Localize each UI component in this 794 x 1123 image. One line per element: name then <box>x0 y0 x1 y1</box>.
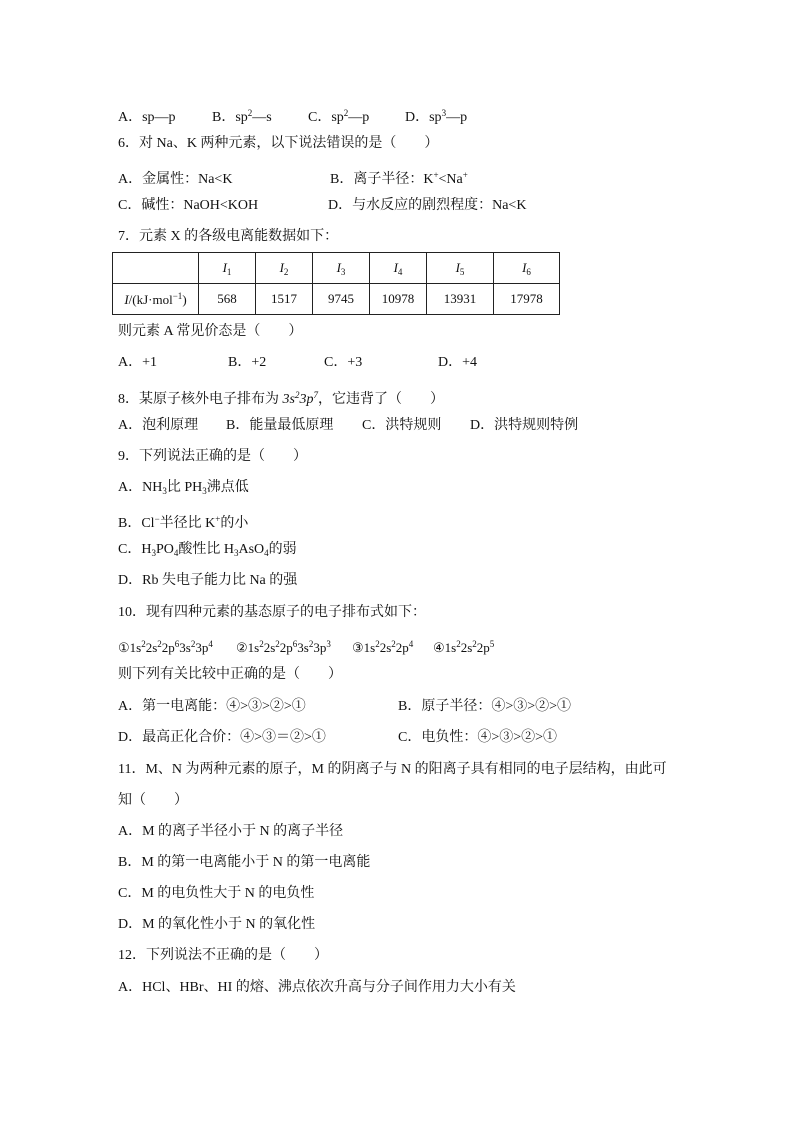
q8-option-c: C．洪特规则 <box>362 418 442 433</box>
q6-option-d: D．与水反应的剧烈程度：Na<K <box>328 198 527 213</box>
table-header-i5: $I_5$ <box>427 253 494 284</box>
q8-options <box>118 417 578 435</box>
q10-configs <box>118 635 494 657</box>
q10-options-dc <box>118 729 557 747</box>
table-header-i2: $I_2$ <box>256 253 313 284</box>
q7-option-a: A．+1 <box>118 355 158 370</box>
q9-option-c: C．$H_3PO_4$酸性比 $H_3AsO_4$的弱 <box>118 542 297 558</box>
q9-stem: 9．下列说法正确的是（ ） <box>118 449 307 464</box>
table-value-cell: 17978 <box>494 284 560 315</box>
q10-config-1: $①1s^22s^22p^63s^23p^4$ <box>118 639 213 655</box>
q10-config-4: $④1s^22s^22p^5$ <box>433 639 495 655</box>
q6-options-ab <box>118 166 468 189</box>
q10-options-ab <box>118 698 571 716</box>
q5-option-a: A．sp—p <box>118 110 176 125</box>
q7-option-c: C．+3 <box>324 355 363 370</box>
q5-option-d: D．$sp^3—p$ <box>405 108 468 125</box>
q6-option-b: B．离子半径：K+<Na+ <box>330 170 468 187</box>
q6-option-a: A．金属性：Na<K <box>118 172 233 187</box>
q10-follow: 则下列有关比较中正确的是（ ） <box>118 667 342 682</box>
q9-option-d: D．Rb 失电子能力比 Na 的强 <box>118 573 298 588</box>
table-value-cell: 1517 <box>256 284 313 315</box>
table-value-cell: 9745 <box>313 284 370 315</box>
q11-stem-line1: 11．M、N 为两种元素的原子，M 的阴离子与 N 的阳离子具有相同的电子层结构，由此可 <box>118 762 667 777</box>
table-header-i1: $I_1$ <box>199 253 256 284</box>
q7-option-b: B．+2 <box>228 355 267 370</box>
q6-options-cd <box>118 197 526 215</box>
q12-option-a: A．HCl、HBr、HI 的熔、沸点依次升高与分子间作用力大小有关 <box>118 980 516 995</box>
table-value-row <box>113 284 560 315</box>
q6-stem: 6．对 Na、K 两种元素，以下说法错误的是（ ） <box>118 136 439 151</box>
q9-option-a: A．$NH_3$比 $PH_3$沸点低 <box>118 480 249 496</box>
q7-option-d: D．+4 <box>438 355 478 370</box>
q12-stem: 12．下列说法不正确的是（ ） <box>118 948 328 963</box>
table-corner-cell <box>113 253 199 284</box>
table-value-cell: 10978 <box>370 284 427 315</box>
q11-option-b: B．M 的第一电离能小于 N 的第一电离能 <box>118 855 371 870</box>
table-value-cell: 568 <box>199 284 256 315</box>
q5-options <box>118 104 467 127</box>
table-header-i6: $I_6$ <box>494 253 560 284</box>
q10-option-c: C．电负性：④>③>②>① <box>398 730 558 745</box>
q7-stem: 7．元素 X 的各级电离能数据如下： <box>118 229 339 244</box>
q10-option-a: A．第一电离能：④>③>②>① <box>118 699 306 714</box>
q8-option-d: D．洪特规则特例 <box>470 418 579 433</box>
table-row-label: I/(kJ·mol$^{-1}$) <box>113 284 199 315</box>
q11-stem-line2: 知（ ） <box>118 793 188 808</box>
q5-option-b: B．$sp^2—s$ <box>212 108 272 125</box>
q10-config-2: $②1s^22s^22p^63s^23p^3$ <box>236 639 331 655</box>
table-value-cell: 13931 <box>427 284 494 315</box>
ionization-energy-table <box>112 252 560 315</box>
q8-option-b: B．能量最低原理 <box>226 418 334 433</box>
q10-config-3: $③1s^22s^22p^4$ <box>352 639 414 655</box>
table-header-row <box>113 253 560 284</box>
q8-stem: 8．某原子核外电子排布为 $3s^23p^7$，它违背了（ ） <box>118 390 444 407</box>
q7-follow: 则元素 A 常见价态是（ ） <box>118 324 303 339</box>
table-header-i4: $I_4$ <box>370 253 427 284</box>
q8-option-a: A．泡利原理 <box>118 418 199 433</box>
q11-option-a: A．M 的离子半径小于 N 的离子半径 <box>118 824 344 839</box>
q11-option-d: D．M 的氧化性小于 N 的氧化性 <box>118 917 316 932</box>
q10-stem: 10．现有四种元素的基态原子的电子排布式如下： <box>118 605 426 620</box>
q7-options <box>118 354 477 372</box>
q5-option-c: C．$sp^2—p$ <box>308 108 370 125</box>
q11-option-c: C．M 的电负性大于 N 的电负性 <box>118 886 315 901</box>
q6-option-c: C．碱性：NaOH<KOH <box>118 198 259 213</box>
q9-option-b: B．Cl−半径比 K+的小 <box>118 514 249 531</box>
q10-option-d: D．最高正化合价：④>③＝②>① <box>118 730 326 745</box>
q10-option-b: B．原子半径：④>③>②>① <box>398 699 572 714</box>
table-header-i3: $I_3$ <box>313 253 370 284</box>
